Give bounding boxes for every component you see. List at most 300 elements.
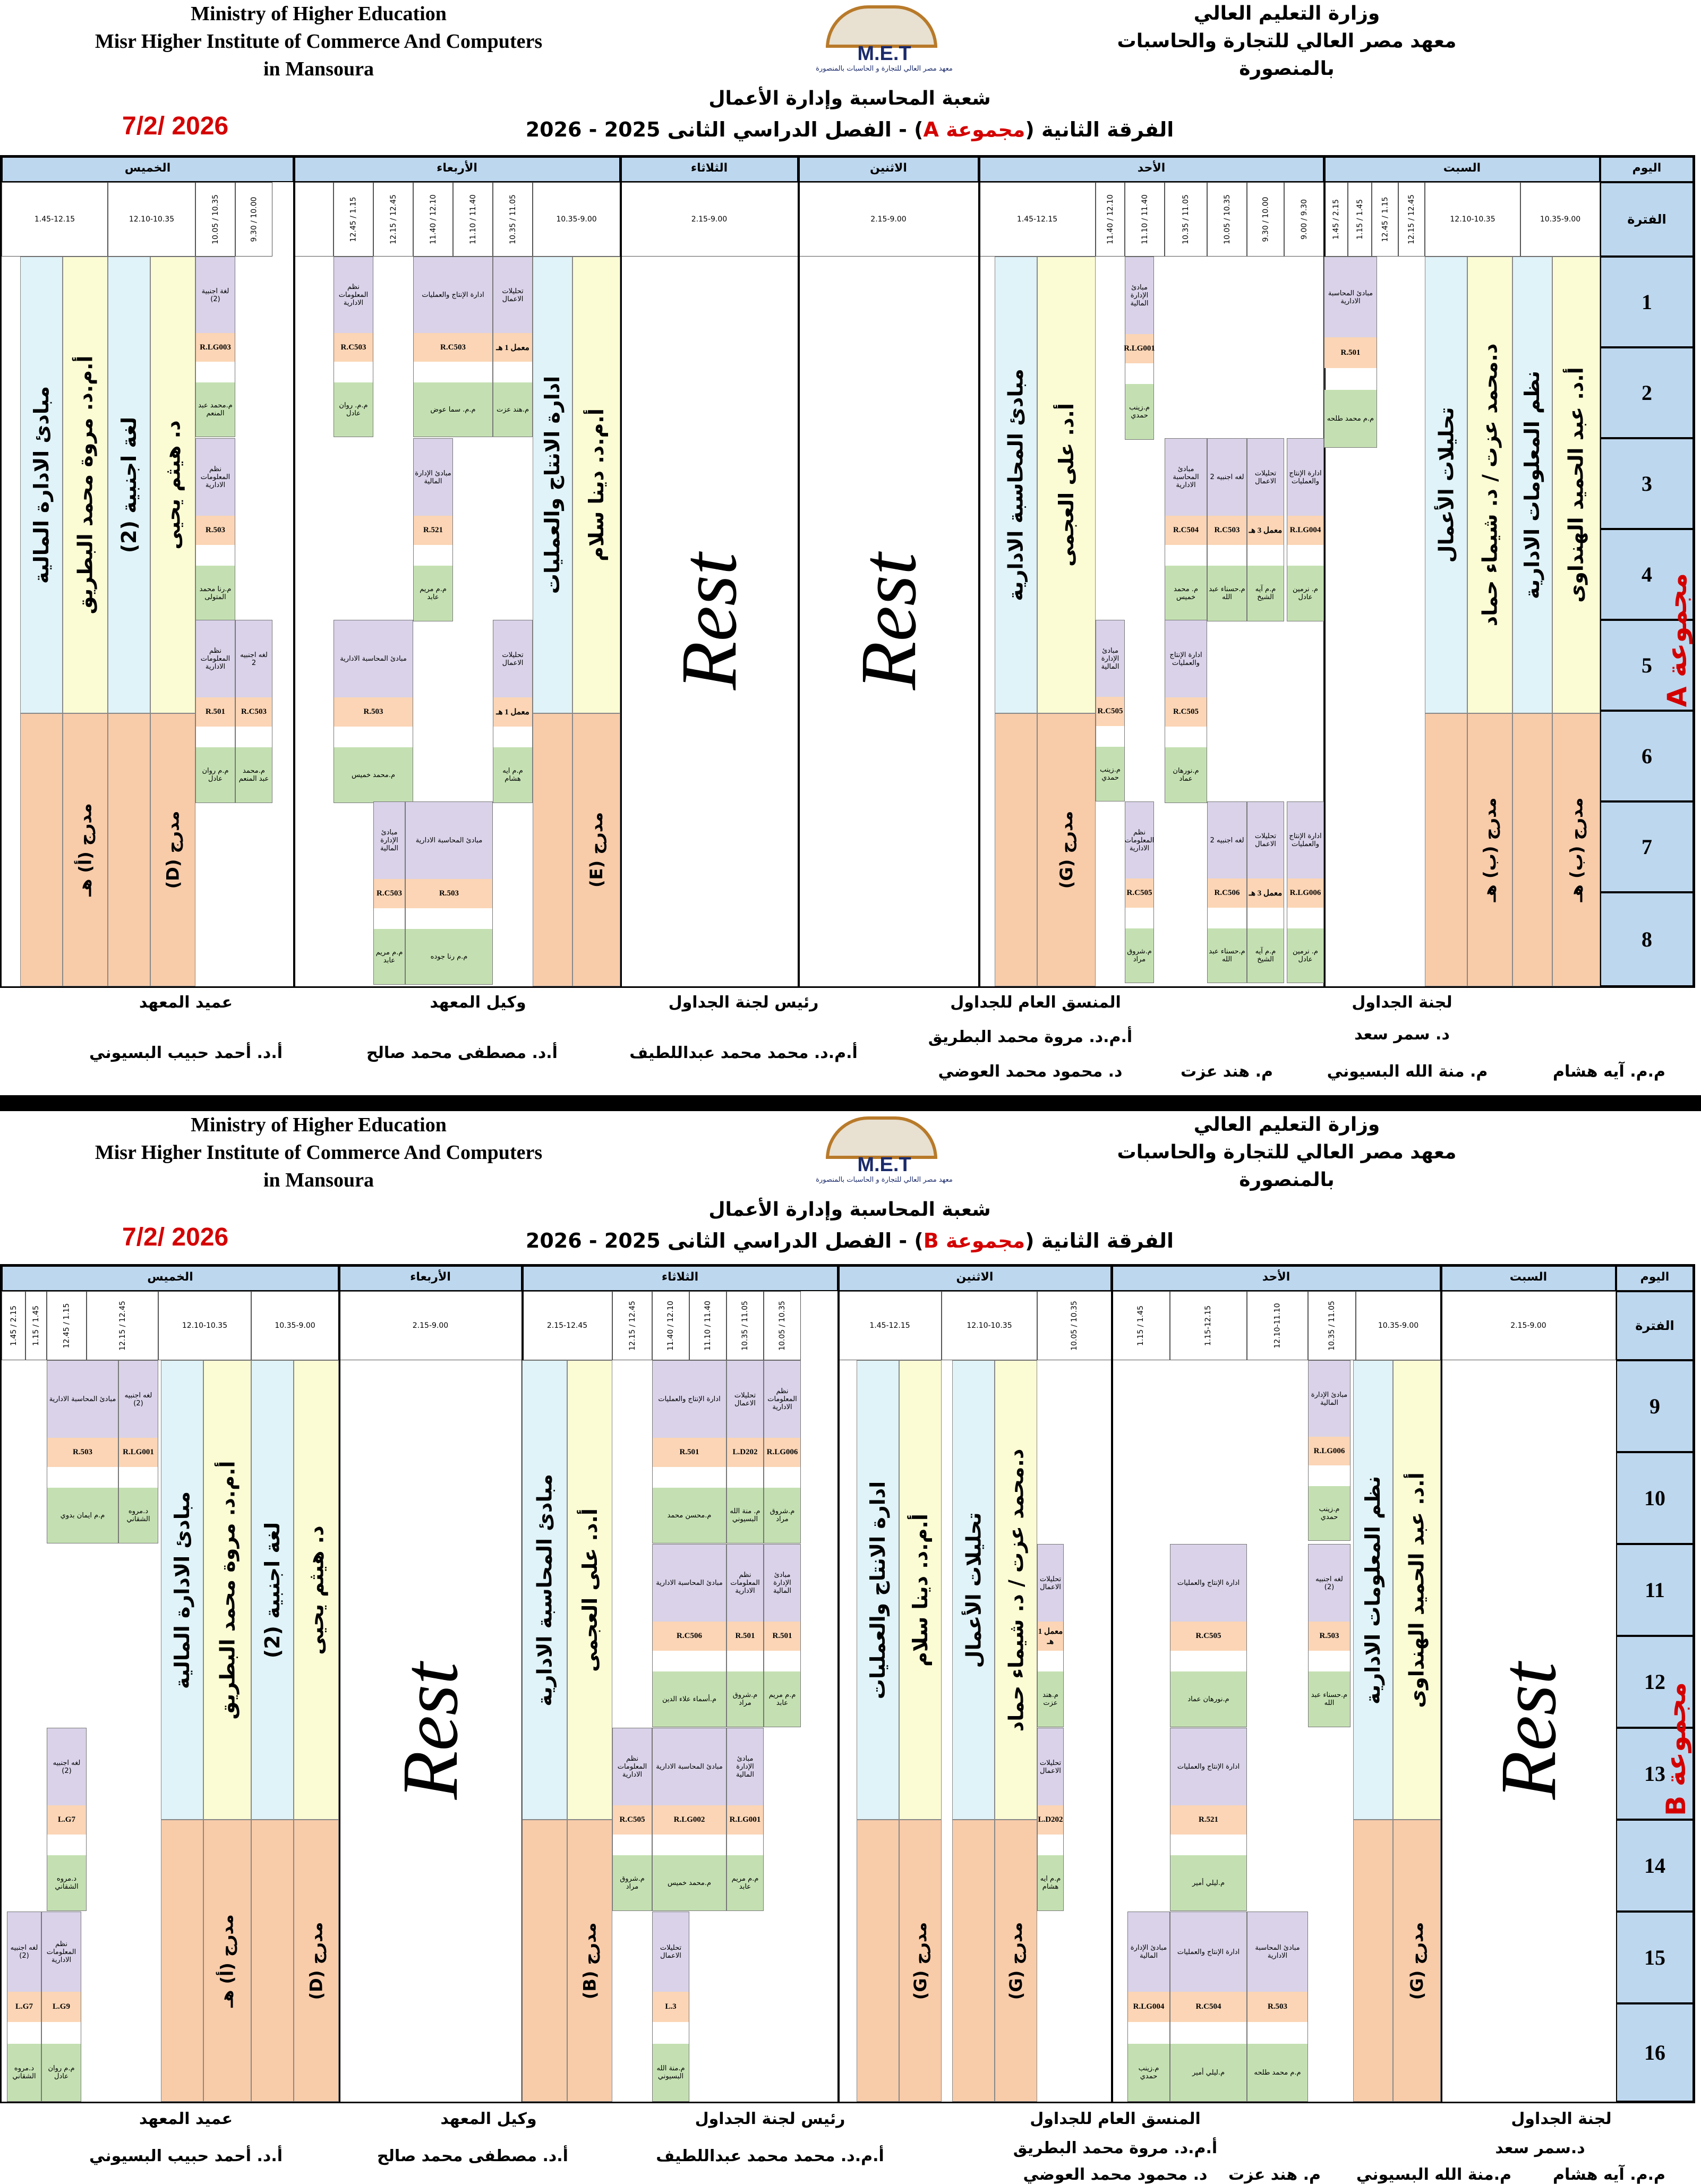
room-code: R.C503 (1208, 516, 1246, 545)
time-slot: 1.15 / 1.45 (25, 1291, 47, 1360)
schedule-title: الفرقة الثانية (مجموعة B) - الفصل الدراسي الثانى 2025 - 2026 (525, 1229, 1174, 1252)
course-name: ادارة الإنتاج والعمليات (1170, 1728, 1246, 1805)
course-name: نظم المعلومات الادارية (196, 620, 235, 697)
course-name: مبادئ الإدارة المالية (414, 439, 452, 516)
course-name: ادارة الإنتاج والعمليات (1170, 1545, 1246, 1622)
period-15: 15 (1616, 1912, 1694, 2003)
time-slot: 12.15 / 12.45 (1398, 182, 1425, 257)
lecture-hall: مدرج (E) (572, 713, 620, 986)
section-card (1127, 1912, 1170, 2102)
instructor-name: م.م. روان عادل (334, 382, 373, 437)
course-name: لغه اجنبيه 2 (236, 620, 272, 697)
instructor-name: م.هند عزت (1038, 1671, 1063, 1727)
instructor-name: م.محسن محمد (653, 1488, 726, 1543)
room-code: R.501 (727, 1622, 763, 1651)
rest-day-wednesday: Rest (386, 1662, 475, 1800)
dean-label: عميد المعهد (139, 993, 233, 1012)
time-slot: 1.45-12.15 (838, 1291, 942, 1360)
instructor-name: م.نورهان عماد (1170, 1671, 1246, 1727)
course-name: نظم المعلومات الادارية (1125, 802, 1153, 878)
group-badge: مجموعة B (1661, 1682, 1691, 1816)
room-code: R.LG004 (1128, 1992, 1169, 2022)
time-slot: 1.15-12.15 (1170, 1291, 1247, 1360)
section-card (1165, 438, 1207, 621)
dean-label: عميد المعهد (139, 2110, 233, 2128)
time-slot: 12.15 / 12.45 (373, 182, 413, 257)
coordinator-name: أ.م.د. مروة محمد البطريق (1013, 2139, 1218, 2157)
department-title: شعبة المحاسبة وإدارة الأعمال (708, 1199, 991, 1221)
instructor-name: م.م رنا جوده (406, 929, 492, 984)
section-card (1287, 438, 1324, 621)
time-slot (294, 182, 334, 257)
lecture-course: نظم المعلومات الادارية (1512, 257, 1552, 713)
instructor-name: م. نرمين عادل (1287, 566, 1323, 621)
room-code: معمل 1 هـ (493, 697, 532, 727)
course-name: نظم المعلومات الادارية (727, 1545, 763, 1622)
timetable-grid (0, 155, 1695, 988)
head-label: رئيس لجنة الجداول (695, 2110, 845, 2128)
section-card (1125, 257, 1154, 440)
city-en: in Mansoura (263, 1169, 374, 1191)
lecture-hall: مدرج (ب) هـ (1552, 713, 1600, 986)
lecture-instructor: د.محمد عزت / د. شيماء حماد (995, 1360, 1037, 1820)
rest-day-monday: Rest (844, 552, 933, 690)
instructor-name: م.شروق مراد (727, 1671, 763, 1727)
section-card (1037, 1544, 1064, 1727)
room-code: R.C506 (1208, 878, 1246, 908)
section-card (652, 1728, 726, 1911)
time-slot: 1.45-12.15 (2, 182, 108, 257)
section-card (373, 801, 405, 985)
period-2: 2 (1600, 347, 1694, 438)
vice-dean-label: وكيل المعهد (430, 993, 526, 1012)
header-monday: الاثنين (798, 157, 979, 182)
sheet-separator (0, 1095, 1701, 1111)
vice-dean-name: أ.د. مصطفى محمد صالح (366, 1044, 558, 1062)
lecture-instructor: أ.د. عبد الحميد الهنداوى (1552, 257, 1600, 713)
course-name: مبادئ الإدارة المالية (764, 1545, 800, 1622)
time-slot: 10.05 / 10.35 (764, 1291, 801, 1360)
course-name: تحليلات الاعمال (727, 1361, 763, 1438)
lecture-course: تحليلات الأعمال (952, 1360, 995, 1820)
room-code: R.LG001 (727, 1805, 763, 1835)
header-monday: الاثنين (838, 1266, 1112, 1291)
lecture-instructor: د.محمد عزت / د. شيماء حماد (1467, 257, 1512, 713)
lecture-instructor: د. هيثم يحيى (294, 1360, 339, 1820)
section-card (1170, 1912, 1247, 2102)
room-code: R.501 (764, 1622, 800, 1651)
lecture-course: مبادئ الادارة المالية (20, 257, 63, 713)
instructor-name: م.حسناء عبد الله (1309, 1671, 1350, 1727)
time-slot: 12.15 / 12.45 (612, 1291, 652, 1360)
section-card (726, 1728, 764, 1911)
time-slot: 2.15-9.00 (339, 1291, 522, 1360)
instructor-name: م.منة الله البسيوني (653, 2044, 689, 2101)
room-code: R.C504 (1170, 1992, 1246, 2022)
course-name: تحليلات الاعمال (1038, 1545, 1063, 1622)
section-card (652, 1912, 689, 2102)
instructor-name: م.زينب حمدي (1125, 384, 1153, 439)
time-slot: 10.35 / 11.05 (1308, 1291, 1356, 1360)
header-thursday: الخميس (2, 1266, 339, 1291)
section-card (334, 620, 413, 803)
lecture-hall: مدرج (B) (567, 1820, 612, 2102)
coordinator-name: د. محمود محمد العوضي (938, 1062, 1123, 1081)
instructor-name: م.نورهان عماد (1165, 747, 1207, 803)
course-name: مبادئ الإدارة المالية (727, 1728, 763, 1805)
city-ar: بالمنصورة (1239, 1169, 1335, 1191)
room-code: L.3 (653, 1992, 689, 2022)
instructor-name: م.م روان عادل (196, 747, 235, 803)
time-slot: 10.35-9.00 (1356, 1291, 1441, 1360)
dean-name: أ.د. أحمد حبيب البسيوني (89, 1044, 283, 1062)
instructor-name: د.مروه الشقاني (7, 2044, 41, 2101)
institute-ar: معهد مصر العالي للتجارة والحاسبات (1117, 1141, 1457, 1163)
institute-en: Misr Higher Institute of Commerce And Computers (95, 30, 543, 53)
section-card (1037, 1728, 1064, 1911)
room-code: R.LG002 (653, 1805, 726, 1835)
ministry-ar: وزارة التعليم العالي (1193, 1114, 1380, 1136)
rest-day-tuesday: Rest (665, 552, 754, 690)
section-card (1096, 620, 1125, 801)
course-name: نظم المعلومات الادارية (42, 1912, 81, 1992)
time-slot: 1.45 / 2.15 (1324, 182, 1348, 257)
committee-label: لجنة الجداول (1511, 2110, 1612, 2128)
period-3: 3 (1600, 438, 1694, 529)
institute-logo: M.E.T معهد مصر العالي للتجارة و الحاسبات بالمنصورة (797, 5, 972, 74)
department-title: شعبة المحاسبة وإدارة الأعمال (708, 88, 991, 109)
city-en: in Mansoura (263, 58, 374, 80)
section-card (1170, 1544, 1247, 1727)
lecture-instructor: أ.م.د. دينا سلام (899, 1360, 942, 1820)
course-name: مبادئ المحاسبة الادارية (653, 1545, 726, 1622)
coordinator-name: د. محمود محمد العوضي (1023, 2165, 1208, 2184)
instructor-name: م.زينب حمدي (1128, 2044, 1169, 2101)
period-10: 10 (1616, 1452, 1694, 1544)
time-slot: 10.35-9.00 (1520, 182, 1600, 257)
course-name: مبادئ المحاسبة الادارية (1165, 439, 1207, 516)
vice-dean-name: أ.د. مصطفى محمد صالح (377, 2147, 568, 2165)
period-4: 4 (1600, 529, 1694, 620)
lecture-course: ادارة الانتاج والعمليات (533, 257, 572, 713)
room-code: R.C504 (1165, 516, 1207, 545)
instructor-name: م.م آيه الشيخ (1247, 566, 1284, 621)
period-12: 12 (1616, 1636, 1694, 1728)
section-card (195, 438, 235, 621)
section-card (764, 1360, 801, 1543)
institute-en: Misr Higher Institute of Commerce And Computers (95, 1141, 543, 1164)
time-slot: 12.10-11.10 (1247, 1291, 1308, 1360)
room-code: R.LG003 (196, 333, 235, 362)
section-card (235, 620, 272, 803)
header-tuesday: الثلاثاء (522, 1266, 838, 1291)
lecture-hall: مدرج (أ) هـ (203, 1820, 251, 2102)
instructor-name: م.م مريم عابد (764, 1671, 800, 1727)
section-card (334, 257, 373, 437)
course-name: مبادئ الإدارة المالية (374, 802, 405, 879)
time-slot: 1.15 / 1.45 (1112, 1291, 1170, 1360)
room-code: R.C505 (1096, 697, 1124, 726)
course-name: مبادئ المحاسبة الادارية (334, 620, 413, 697)
lecture-course: لغة اجنبية (2) (108, 257, 150, 713)
course-name: تحليلات الاعمال (1247, 439, 1284, 516)
time-slot: 1.45 / 2.15 (2, 1291, 25, 1360)
room-code: R.521 (1170, 1805, 1246, 1835)
period-1: 1 (1600, 257, 1694, 347)
time-slot: 9.00 / 9.30 (1284, 182, 1324, 257)
lecture-course: مبادئ الادارة المالية (161, 1360, 203, 1820)
lecture-course: لغة اجنبية (2) (251, 1360, 294, 1820)
instructor-name: م.م مريم عابد (374, 929, 405, 984)
lecture-course: مبادئ المحاسبة الادارية (995, 257, 1037, 713)
instructor-name: م. منة الله البسيوني (727, 1488, 763, 1543)
time-slot: 10.35 / 11.05 (726, 1291, 764, 1360)
course-name: نظم المعلومات الادارية (196, 439, 235, 516)
dean-name: أ.د. أحمد حبيب البسيوني (89, 2147, 283, 2165)
instructor-name: د.مروه الشقاني (47, 1855, 86, 1910)
time-slot: 9.30 / 10.00 (235, 182, 272, 257)
course-name: لغه اجنبيه (2) (47, 1728, 86, 1805)
ministry-ar: وزارة التعليم العالي (1193, 3, 1380, 24)
lecture-instructor: أ.م.د. دينا سلام (572, 257, 620, 713)
room-code: R.501 (196, 697, 235, 727)
period-14: 14 (1616, 1820, 1694, 1912)
instructor-name: م.م ايمان بدوي (47, 1488, 118, 1543)
head-label: رئيس لجنة الجداول (668, 993, 819, 1012)
section-card (764, 1544, 801, 1727)
ministry-en: Ministry of Higher Education (191, 3, 447, 25)
instructor-name: م.م مريم عابد (727, 1855, 763, 1910)
lecture-instructor: أ.د. على العجمى (1037, 257, 1096, 713)
section-card (1165, 620, 1207, 803)
committee-member: د. سمر سعد (1354, 1025, 1450, 1044)
instructor-name: م.محمد خميس (653, 1855, 726, 1910)
header-period-label: الفترة (1600, 182, 1694, 257)
instructor-name: م.م محمد طلحه (1247, 2044, 1307, 2101)
course-name: لغه اجنبيه (2) (1309, 1545, 1350, 1622)
time-slot: 11.10 / 11.40 (1125, 182, 1165, 257)
room-code: R.C506 (653, 1622, 726, 1651)
room-code: R.LG006 (1287, 878, 1323, 908)
section-card (47, 1728, 87, 1911)
timetable-grid (0, 1264, 1695, 2103)
dome-icon (826, 5, 937, 48)
time-slot: 10.35-9.00 (251, 1291, 339, 1360)
time-slot: 2.15-12.45 (522, 1291, 612, 1360)
room-code: R.503 (1247, 1992, 1307, 2022)
lecture-hall: مدرج (D) (150, 713, 195, 986)
room-code: R.LG006 (764, 1438, 800, 1467)
header-sunday: الأحد (979, 157, 1324, 182)
room-code: معمل 1 هـ (1038, 1622, 1063, 1651)
lecture-hall: مدرج (G) (1037, 713, 1096, 986)
dome-icon (826, 1116, 937, 1159)
section-card (118, 1360, 158, 1543)
time-slot: 12.45 / 1.15 (1372, 182, 1398, 257)
section-card (1247, 438, 1284, 621)
period-7: 7 (1600, 801, 1694, 892)
ministry-en: Ministry of Higher Education (191, 1114, 447, 1136)
lecture-hall: مدرج (G) (899, 1820, 942, 2102)
instructor-name: م.هند عزت (493, 382, 532, 437)
course-name: مبادئ المحاسبة الادارية (653, 1728, 726, 1805)
course-name: لغه اجنبيه 2 (1208, 439, 1246, 516)
header-day-label: اليوم (1616, 1266, 1694, 1291)
instructor-name: م.شروق مراد (764, 1488, 800, 1543)
time-slot: 12.45 / 1.15 (334, 182, 373, 257)
head-name: أ.م.د. محمد محمد عبداللطيف (629, 1044, 858, 1062)
schedule-sheet-group-b (0, 1111, 1701, 2184)
instructor-name: م. محمد خميس (1165, 566, 1207, 621)
section-card (413, 438, 453, 621)
room-code: L.D202 (727, 1438, 763, 1467)
member: م.م. آيه هشام (1553, 2165, 1665, 2184)
time-slot: 10.35 / 11.05 (493, 182, 533, 257)
course-name: ادارة الإنتاج والعمليات (1287, 802, 1323, 878)
header-tuesday: الثلاثاء (620, 157, 798, 182)
room-code: L.D202 (1038, 1805, 1063, 1835)
time-slot: 11.10 / 11.40 (689, 1291, 726, 1360)
room-code: R.501 (653, 1438, 726, 1467)
lecture-hall: مدرج (أ) هـ (63, 713, 108, 986)
time-slot: 12.10-10.35 (108, 182, 195, 257)
section-card (1170, 1728, 1247, 1911)
room-code: R.501 (1324, 337, 1377, 368)
header-wednesday: الأربعاء (339, 1266, 522, 1291)
time-slot: 11.40 / 12.10 (652, 1291, 689, 1360)
section-card (41, 1912, 81, 2102)
course-name: مبادئ المحاسبة الادارية (1247, 1912, 1307, 1992)
period-16: 16 (1616, 2003, 1694, 2102)
instructor-name: م.محمد عبد المنعم (196, 382, 235, 437)
course-name: مبادئ المحاسبة الادارية (406, 802, 492, 879)
time-slot: 11.40 / 12.10 (1096, 182, 1125, 257)
course-name: ادارة الإنتاج والعمليات (1170, 1912, 1246, 1992)
header-saturday: السبت (1441, 1266, 1616, 1291)
lecture-instructor: د. هيثم يحيى (150, 257, 195, 713)
section-card (726, 1360, 764, 1543)
time-slot: 12.15 / 12.45 (87, 1291, 158, 1360)
room-code: R.C505 (1170, 1622, 1246, 1651)
course-name: مبادئ المحاسبة الادارية (47, 1361, 118, 1438)
room-code: R.503 (334, 697, 413, 727)
instructor-name: م.م روان عادل (42, 2044, 81, 2101)
section-card (1287, 801, 1324, 983)
course-name: تحليلات الاعمال (653, 1912, 689, 1992)
period-5: 5 (1600, 620, 1694, 711)
section-card (652, 1544, 726, 1727)
room-code: R.C505 (1165, 697, 1207, 727)
period-13: 13 (1616, 1728, 1694, 1820)
time-slot: 11.40 / 12.10 (413, 182, 453, 257)
period-9: 9 (1616, 1360, 1694, 1452)
section-card (652, 1360, 726, 1543)
room-code: معمل 3 هـ (1247, 878, 1284, 908)
room-code: R.C505 (613, 1805, 652, 1835)
section-card (1125, 801, 1154, 983)
schedule-date: 7/2/ 2026 (122, 112, 229, 140)
time-slot: 10.35 / 11.05 (1165, 182, 1207, 257)
time-slot: 2.15-9.00 (620, 182, 798, 257)
time-slot: 12.10-10.35 (158, 1291, 251, 1360)
time-slot: 10.05 / 10.35 (195, 182, 235, 257)
course-name: مبادئ الإدارة المالية (1128, 1912, 1169, 1992)
instructor-name: م.حسناء عبد الله (1208, 928, 1246, 983)
lecture-hall: مدرج (ب) هـ (1467, 713, 1512, 986)
section-card (1207, 801, 1247, 983)
city-ar: بالمنصورة (1239, 58, 1335, 80)
section-card (413, 257, 493, 437)
lecture-hall: مدرج (G) (995, 1820, 1037, 2102)
instructor-name: م.م محمد طلحه (1324, 390, 1377, 447)
section-card (726, 1544, 764, 1727)
course-name: مبادئ المحاسبة الادارية (1324, 257, 1377, 337)
room-code: R.C503 (414, 333, 492, 362)
course-name: ادارة الإنتاج والعمليات (653, 1361, 726, 1438)
instructor-name: م.أسماء علاء الدين (653, 1671, 726, 1727)
section-card (405, 801, 493, 985)
course-name: ادارة الإنتاج والعمليات (1287, 439, 1323, 516)
member: م.منة الله البسيوني (1356, 2165, 1512, 2184)
instructor-name: م.م آيه الشيخ (1247, 928, 1284, 983)
instructor-name: م.شروق مراد (1125, 928, 1153, 983)
course-name: تحليلات الاعمال (493, 620, 532, 697)
instructor-name: م.م ايه هشام (493, 747, 532, 803)
lecture-instructor: أ.د. على العجمى (567, 1360, 612, 1820)
section-card (1324, 257, 1377, 448)
room-code: L.G9 (42, 1992, 81, 2022)
course-name: مبادئ الإدارة المالية (1096, 620, 1124, 697)
room-code: R.C503 (374, 879, 405, 908)
lecture-course: مبادئ المحاسبة الادارية (522, 1360, 567, 1820)
lecture-course: تحليلات الأعمال (1425, 257, 1467, 713)
room-code: R.C505 (1125, 878, 1153, 908)
course-name: تحليلات الاعمال (1247, 802, 1284, 878)
course-name: نظم المعلومات الادارية (613, 1728, 652, 1805)
institute-ar: معهد مصر العالي للتجارة والحاسبات (1117, 30, 1457, 52)
room-code: L.G7 (7, 1992, 41, 2022)
time-slot: 1.15 / 1.45 (1348, 182, 1372, 257)
section-card (493, 257, 533, 437)
rest-day-saturday: Rest (1484, 1662, 1572, 1800)
lecture-hall: مدرج (G) (1393, 1820, 1441, 2102)
header-period-label: الفترة (1616, 1291, 1694, 1360)
header-thursday: الخميس (2, 157, 294, 182)
section-card (195, 257, 235, 437)
time-slot: 2.15-9.00 (798, 182, 979, 257)
period-11: 11 (1616, 1544, 1694, 1636)
lecture-course: ادارة الانتاج والعمليات (857, 1360, 899, 1820)
lecture-hall: مدرج (D) (294, 1820, 339, 2102)
room-code: معمل 1 هـ (493, 333, 532, 362)
instructor-name: م.حسناء عبد الله (1208, 566, 1246, 621)
course-name: تحليلات الاعمال (1038, 1728, 1063, 1805)
instructor-name: م.محمد خميس (334, 747, 413, 803)
instructor-name: م.محمد عبد المنعم (236, 747, 272, 803)
room-code: R.503 (47, 1438, 118, 1467)
room-code: R.C503 (236, 697, 272, 727)
coordinator-name: أ.م.د. مروة محمد البطريق (928, 1028, 1133, 1046)
course-name: ادارة الإنتاج والعمليات (414, 257, 492, 333)
lecture-course: نظم المعلومات الادارية (1353, 1360, 1393, 1820)
section-card (1308, 1360, 1350, 1541)
room-code: R.521 (414, 516, 452, 545)
instructor-name: م.ليلي أمير (1170, 1855, 1246, 1910)
section-card (493, 620, 533, 803)
section-card (7, 1912, 41, 2102)
period-6: 6 (1600, 711, 1694, 801)
course-name: تحليلات الاعمال (493, 257, 532, 333)
